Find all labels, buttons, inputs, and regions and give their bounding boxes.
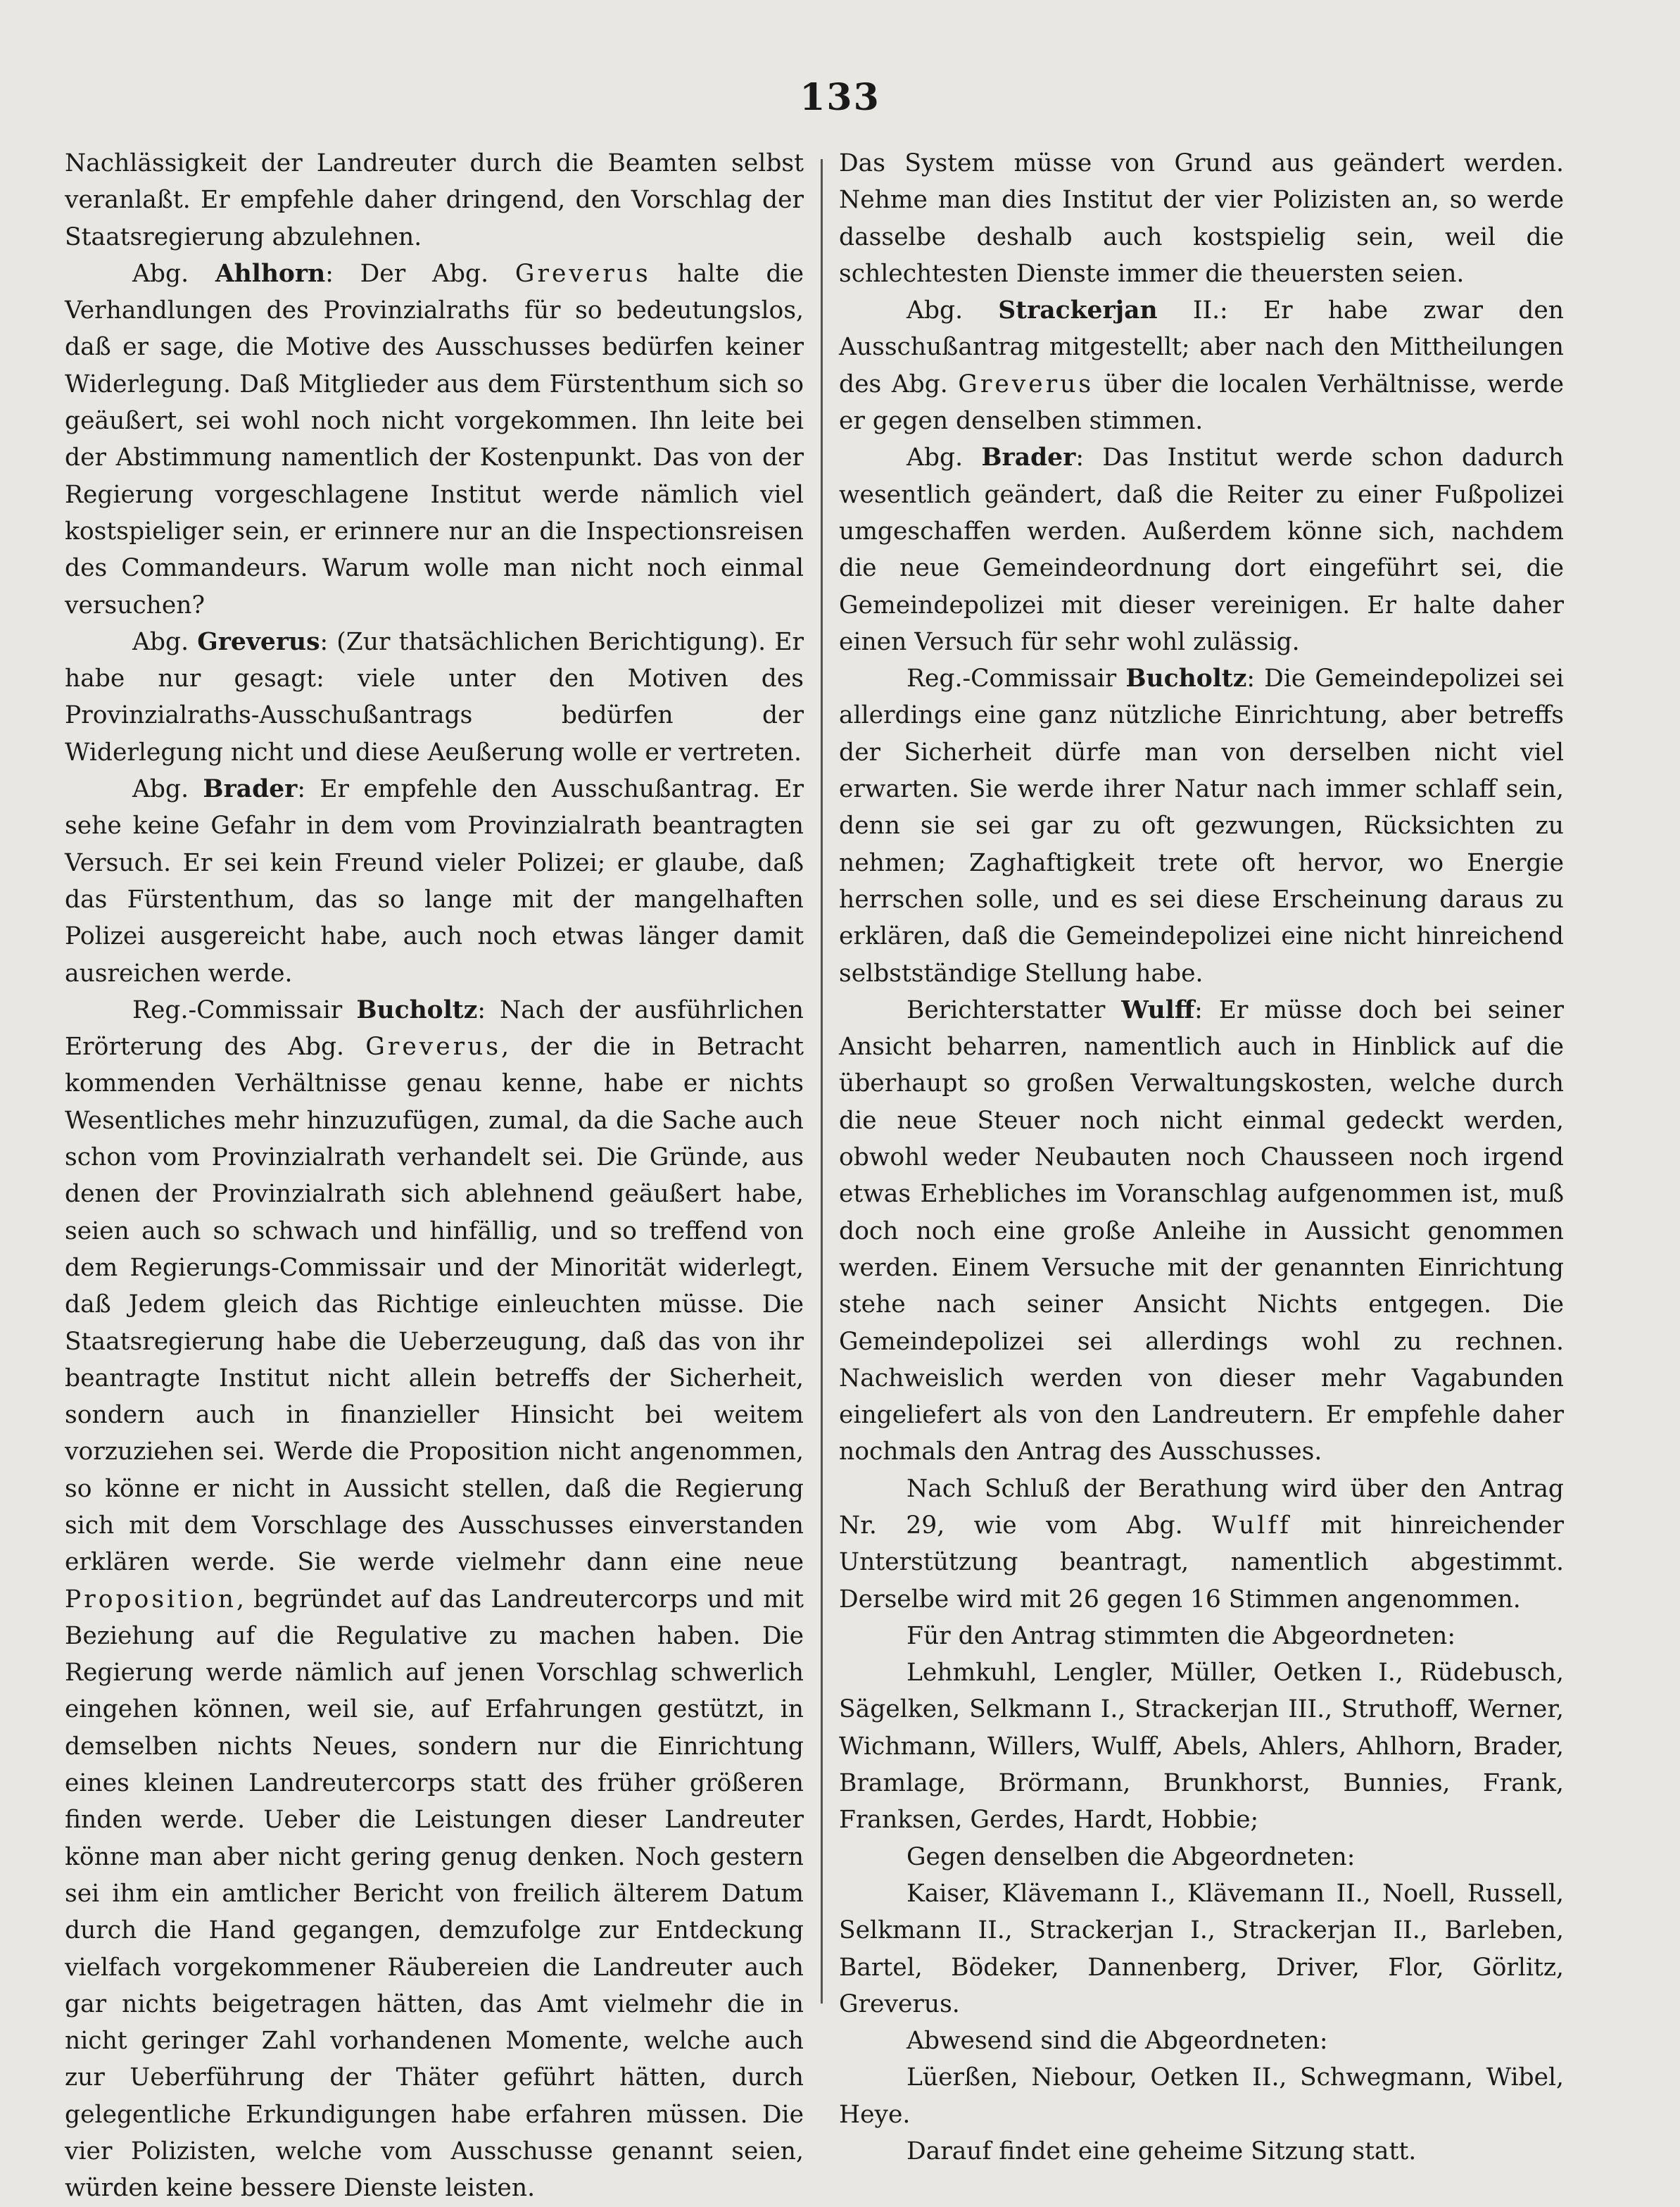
text-run: Lüerßen, Niebour, Oetken II., Schwegmann, Wibel, Heye.	[839, 2063, 1564, 2129]
paragraph	[839, 1471, 1564, 1618]
text-run: mit hinreichender Unterstützung beantragt, namentlich abgestimmt. Derselbe wird mit 26 gegen 16 Stimmen angenommen.	[839, 1511, 1564, 1614]
text-run: Reg.-Commissair	[132, 995, 357, 1024]
text-run: : Nach der ausführlichen Erörterung des Abg.	[65, 995, 804, 1062]
text-run: : Die Gemeindepolizei sei allerdings eine ganz nützliche Einrichtung, aber betreffs der Sicherheit dürfe man von derselben nicht viel erwarten. Sie werde ihrer Natur nach immer schlaff sein, denn sie sei gar zu oft gezwungen, Rücksichten zu nehmen; Zaghaftigkeit trete oft hervor, wo Energie herrschen solle, und es sei diese Erscheinung daraus zu erklären, daß die Gemeindepolizei eine nicht hinreichend selbstständige Stellung habe.	[839, 665, 1564, 988]
text-run: Kaiser, Klävemann I., Klävemann II., Noell, Russell, Selkmann II., Strackerjan I., Strackerjan II., Barleben, Bartel, Bödeker, Dannenberg, Driver, Flor, Görlitz, Greverus.	[839, 1879, 1564, 2018]
paragraph	[65, 771, 804, 992]
paragraph	[65, 256, 804, 624]
text-run: Gegen denselben die Abgeordneten:	[907, 1842, 1356, 1871]
text-run: : (Zur thatsächlichen Berichtigung). Er habe nur gesagt: viele unter den Motiven des Provinzialraths-Ausschußantrags bedürfen der Widerlegung nicht und diese Aeußerung wolle er vertreten.	[65, 627, 804, 767]
emphasized-name: Greverus	[365, 1033, 502, 1062]
paragraph	[839, 439, 1564, 660]
text-run: : Der Abg.	[325, 259, 515, 288]
text-run: , der die in Betracht kommenden Verhältnisse genau kenne, habe er nichts Wesentliches mehr hinzuzufügen, zumal, da die Sache auch schon vom Provinzialrath verhandelt sei. Die Gründe, aus denen der Provinzialrath sich ablehnend geäußert habe, seien auch so schwach und hinfällig, und so treffend von dem Regierungs-Commissair und der Minorität widerlegt, daß Jedem gleich das Richtige einleuchten müsse. Die Staatsregierung habe die Ueberzeugung, daß das von ihr beantragte Institut nicht allein betreffs der Sicherheit, sondern auch in finanzieller Hinsicht bei weitem vorzuziehen sei. Werde die Proposition nicht angenommen, so könne er nicht in Aussicht stellen, daß die Regierung sich mit dem Vorschlage des Ausschusses einverstanden erklären werde. Sie werde vielmehr dann eine neue	[65, 1033, 804, 1577]
text-run: Abg.	[132, 627, 198, 656]
text-run: halte die Verhandlungen des Provinzialraths für so bedeutungslos, daß er sage, die Motive des Ausschusses bedürfen keiner Widerlegung. Daß Mitglieder aus dem Fürstenthum sich so geäußert, sei wohl noch nicht vorgekommen. Ihn leite bei der Abstimmung namentlich der Kostenpunkt. Das von der Regierung vorgeschlagene Institut werde nämlich viel kostspieliger sein, er erinnere nur an die Inspectionsreisen des Commandeurs. Warum wolle man nicht noch einmal versuchen?	[65, 259, 804, 620]
speaker-name: Strackerjan	[998, 296, 1158, 325]
emphasized-name: Proposition	[65, 1585, 236, 1614]
paragraph	[839, 145, 1564, 292]
paragraph	[65, 992, 804, 2207]
paragraph	[65, 145, 804, 256]
text-run: Darauf findet eine geheime Sitzung statt.	[907, 2137, 1417, 2166]
text-run: : Er müsse doch bei seiner Ansicht beharren, namentlich auch in Hinblick auf die überhaupt so großen Verwaltungskosten, welche durch die neue Steuer noch nicht einmal gedeckt werden, obwohl weder Neubauten noch Chausseen noch irgend etwas Erhebliches im Voranschlag aufgenommen ist, muß doch noch eine große Anleihe in Aussicht genommen werden. Einem Versuche mit der genannten Einrichtung stehe nach seiner Ansicht Nichts entgegen. Die Gemeindepolizei sei allerdings wohl zu rechnen. Nachweislich werden von dieser mehr Vagabunden eingeliefert als von den Landreutern. Er empfehle daher nochmals den Antrag des Ausschusses.	[839, 995, 1564, 1466]
speaker-name: Greverus	[197, 627, 320, 656]
text-run: Für den Antrag stimmten die Abgeordneten:	[907, 1621, 1456, 1650]
emphasized-name: Greverus	[958, 370, 1094, 398]
text-run: Berichterstatter	[907, 995, 1122, 1024]
page-number: 133	[800, 76, 880, 119]
paragraph	[839, 1618, 1564, 1654]
text-run: Reg.-Commissair	[907, 665, 1126, 693]
text-run: Abg.	[132, 259, 215, 288]
right-column	[839, 145, 1564, 2170]
name-list	[839, 1654, 1564, 1838]
paragraph	[839, 292, 1564, 439]
text-run: : Er empfehle den Ausschußantrag. Er sehe keine Gefahr in dem vom Provinzialrath beantragten Versuch. Er sei kein Freund vieler Polizei; er glaube, daß das Fürstenthum, das so lange mit der mangelhaften Polizei ausgereicht habe, auch noch etwas länger damit ausreichen werde.	[65, 775, 804, 988]
speaker-name: Brader	[203, 775, 298, 804]
paragraph	[839, 1839, 1564, 1875]
paragraph	[839, 660, 1564, 992]
paragraph	[839, 2133, 1564, 2170]
left-column	[65, 145, 804, 2207]
name-list	[839, 1875, 1564, 2023]
speaker-name: Wulff	[1121, 995, 1195, 1024]
text-run: Abg.	[907, 444, 982, 472]
speaker-name: Bucholtz	[1125, 665, 1247, 693]
emphasized-name: Greverus	[514, 259, 651, 288]
text-run: Abwesend sind die Abgeordneten:	[907, 2027, 1328, 2056]
text-run: Nachlässigkeit der Landreuter durch die Beamten selbst veranlaßt. Er empfehle daher dringend, den Vorschlag der Staatsregierung abzulehnen.	[65, 149, 804, 251]
text-run: Lehmkuhl, Lengler, Müller, Oetken I., Rüdebusch, Sägelken, Selkmann I., Strackerjan III., Struthoff, Werner, Wichmann, Willers, Wulff, Abels, Ahlers, Ahlhorn, Brader, Bramlage, Brörmann, Brunkhorst, Bunnies, Frank, Franksen, Gerdes, Hardt, Hobbie;	[839, 1659, 1564, 1835]
speaker-name: Ahlhorn	[215, 259, 326, 288]
emphasized-name: Wulff	[1212, 1511, 1291, 1540]
column-divider	[821, 159, 823, 2004]
text-run: Nach Schluß der Berathung wird über den Antrag Nr. 29, wie vom Abg.	[839, 1474, 1564, 1540]
speaker-name: Brader	[981, 444, 1076, 472]
paragraph	[839, 2023, 1564, 2059]
text-run: , begründet auf das Landreutercorps und mit Beziehung auf die Regulative zu machen haben. Die Regierung werde nämlich auf jenen Vorschlag schwerlich eingehen können, weil sie, auf Erfahrungen gestützt, in demselben nichts Neues, sondern nur die Einrichtung eines kleinen Landreutercorps statt des früher größeren finden werde. Ueber die Leistungen dieser Landreuter könne man aber nicht gering genug denken. Noch gestern sei ihm ein amtlicher Bericht von freilich älterem Datum durch die Hand gegangen, demzufolge zur Entdeckung vielfach vorgekommener Räubereien die Landreuter auch gar nichts beigetragen hätten, das Amt vielmehr die in nicht geringer Zahl vorhandenen Momente, welche auch zur Ueberführung der Thäter geführt hätten, durch gelegentliche Erkundigungen habe erfahren müssen. Die vier Polizisten, welche vom Ausschusse genannt seien, würden keine bessere Dienste leisten.	[65, 1585, 804, 2203]
text-run: Abg.	[907, 296, 999, 325]
speaker-name: Bucholtz	[356, 995, 478, 1024]
text-run: II.: Er habe zwar den Ausschußantrag mitgestellt; aber nach den Mittheilungen des Abg.	[839, 296, 1564, 398]
name-list	[839, 2059, 1564, 2133]
text-run: : Das Institut werde schon dadurch wesentlich geändert, daß die Reiter zu einer Fußpolizei umgeschaffen werden. Außerdem könne sich, nachdem die neue Gemeindeordnung dort eingeführt sei, die Gemeindepolizei mit dieser vereinigen. Er halte daher einen Versuch für sehr wohl zulässig.	[839, 444, 1564, 656]
text-run: über die localen Verhältnisse, werde er gegen denselben stimmen.	[839, 370, 1564, 436]
text-run: Abg.	[132, 775, 203, 804]
paragraph	[839, 992, 1564, 1471]
text-run: Das System müsse von Grund aus geändert werden. Nehme man dies Institut der vier Polizisten an, so werde dasselbe deshalb auch kostspielig sein, weil die schlechtesten Dienste immer die theuersten seien.	[839, 149, 1564, 288]
paragraph	[65, 624, 804, 771]
